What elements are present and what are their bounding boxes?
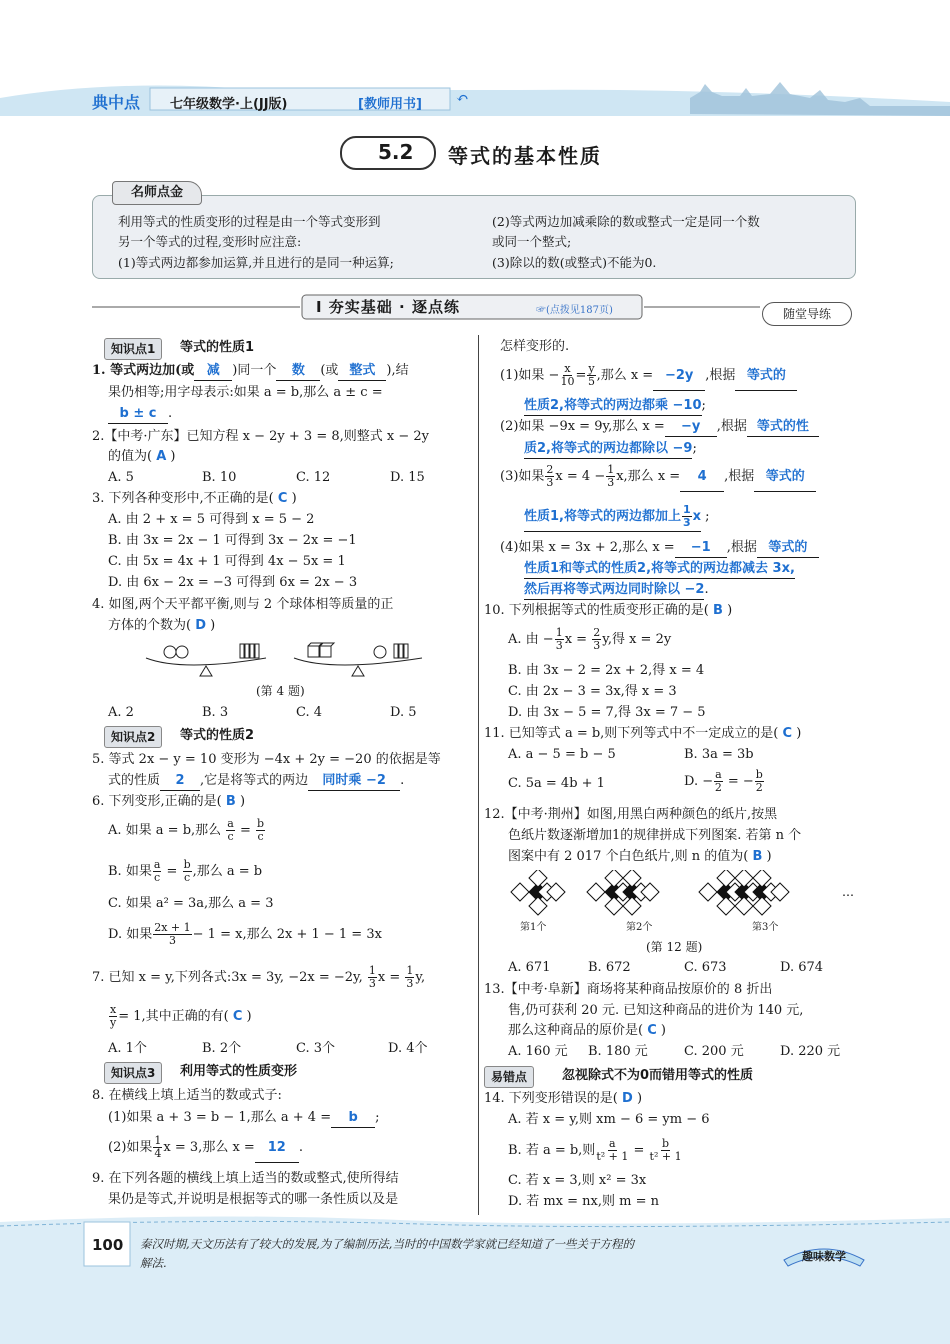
return-arrow-icon: ↶ <box>456 89 469 107</box>
header-band <box>0 78 950 116</box>
q3-opt-b: B. 由 3x = 2x − 1 可得到 3x − 2x = −1 <box>108 533 357 548</box>
q11-opt-a: A. a − 5 = b − 5 <box>508 747 616 762</box>
q12-label-2: 第2个 <box>626 922 653 933</box>
section-bar <box>92 294 854 320</box>
q9-part2-reason: 质2,将等式的两边都除以 −9; <box>524 440 697 459</box>
knowledge-point-3-tag: 知识点3 <box>104 1062 162 1084</box>
q1-line2: 果仍相等;用字母表示:如果 a = b,那么 a ± c = <box>108 385 383 400</box>
q12-opt-a: A. 671 <box>508 960 551 975</box>
q9-part2: (2)如果 −9x = 9y,那么 x = −y ,根据 等式的性 <box>500 418 819 437</box>
q7-line1: 7. 已知 x = y,下列各式:3x = 3y, −2x = −2y, $\frac{1}{3}$ x = $\frac{1}{3}$ y, <box>92 964 426 990</box>
q12-caption: (第 12 题) <box>646 940 703 954</box>
q4-line1: 4. 如图,两个天平都平衡,则与 2 个球体相等质量的正 <box>92 597 394 612</box>
q13-line2: 售,仍可获利 20 元. 已知这种商品的进价为 140 元, <box>508 1003 804 1018</box>
q12-line3: 图案中有 2 017 个白色纸片,则 n 的值为( B ) <box>508 849 772 864</box>
balance-figure <box>142 638 432 680</box>
q6-opt-a: A. 如果 a = b,那么 $\frac{a}{c}$ = $\frac{b}{c}$ <box>108 817 265 843</box>
q4-opt-c: C. 4 <box>296 705 323 720</box>
q12-label-3: 第3个 <box>752 922 779 933</box>
white-tile <box>529 870 547 887</box>
edition-label: [教师用书] <box>358 97 422 112</box>
q6-line1: 6. 下列变形,正确的是( B ) <box>92 794 246 809</box>
q9-line3: 怎样变形的. <box>500 339 570 354</box>
q9-part3: (3)如果 $\frac{2}{3}$ x = 4 − $\frac{1}{3}$ x,那么 x = 4 ,根据 等式的 <box>500 463 816 492</box>
q8-part1: (1)如果 a + 3 = b − 1,那么 a + 4 = b ; <box>108 1109 380 1128</box>
q2-opt-a: A. 5 <box>108 470 134 485</box>
white-tile <box>717 870 735 887</box>
white-tile <box>587 883 605 901</box>
q6-opt-b: B. 如果 $\frac{a}{c}$ = $\frac{b}{c}$ ,那么 a = b <box>108 858 263 884</box>
q12-pattern-figure <box>508 870 858 918</box>
q4-opt-a: A. 2 <box>108 705 134 720</box>
q10-opt-b: B. 由 3x − 2 = 2x + 2,得 x = 4 <box>508 663 705 678</box>
error-prone-title: 忽视除式不为0而错用等式的性质 <box>562 1068 754 1083</box>
q9-part1-reason: 性质2,将等式的两边都乘 −10; <box>524 397 706 416</box>
q13-opt-a: A. 160 元 <box>508 1044 568 1059</box>
page-title: 等式的基本性质 <box>448 144 602 168</box>
q11-line1: 11. 已知等式 a = b,则下列等式中不一定成立的是( C ) <box>484 726 802 741</box>
q10-opt-a: A. 由 − $\frac{1}{3}$ x = $\frac{2}{3}$ y,得 x = 2y <box>508 626 672 652</box>
q7-opt-c: C. 3个 <box>296 1041 336 1056</box>
section-number: 5.2 <box>378 140 414 164</box>
brand-logo: 典中点 <box>92 93 141 112</box>
q9-line1: 9. 在下列各题的横线上填上适当的数或整式,使所得结 <box>92 1171 399 1186</box>
knowledge-point-1-title: 等式的性质1 <box>180 340 255 355</box>
white-tile <box>623 870 641 887</box>
q12-opt-d: D. 674 <box>780 960 824 975</box>
tip-left-3: (1)等式两边都参加运算,并且进行的是同一种运算; <box>118 255 394 270</box>
q2-answer: A <box>156 449 167 464</box>
q3-opt-a: A. 由 2 + x = 5 可得到 x = 5 − 2 <box>108 512 315 527</box>
knowledge-point-2-title: 等式的性质2 <box>180 728 255 743</box>
q12-line2: 色纸片数逐渐增加1的规律拼成下列图案. 若第 n 个 <box>508 828 802 843</box>
q9-part4-reason2: 然后再将等式两边同时除以 −2. <box>524 581 709 600</box>
knowledge-point-2-tag: 知识点2 <box>104 726 162 748</box>
white-tile <box>529 897 547 915</box>
q3-opt-c: C. 由 5x = 4x + 1 可得到 4x − 5x = 1 <box>108 554 346 569</box>
q8-line1: 8. 在横线上填上适当的数或式子: <box>92 1088 282 1103</box>
q2-line1: 2.【中考·广东】已知方程 x − 2y + 3 = 8,则整式 x − 2y <box>92 429 429 444</box>
q13-opt-b: B. 180 元 <box>588 1044 648 1059</box>
tip-left-2: 另一个等式的过程,变形时应注意: <box>118 234 302 249</box>
white-tile <box>735 897 753 915</box>
q8-part2: (2)如果 $\frac{1}{4}$ x = 3,那么 x = 12 . <box>108 1134 303 1163</box>
q4-line2: 方体的个数为( D ) <box>108 618 216 633</box>
q7-line2: $\frac{x}{y}$ = 1,其中正确的有( C ) <box>110 1003 252 1029</box>
white-tile <box>605 897 623 915</box>
q4-caption: (第 4 题) <box>256 684 305 698</box>
q6-opt-d: D. 如果 $\frac{2x + 1}{3}$ − 1 = x,那么 2x + 1 − 1 = 3x <box>108 921 382 947</box>
q10-line1: 10. 下列根据等式的性质变形正确的是( B ) <box>484 603 733 618</box>
white-tile <box>717 897 735 915</box>
q11-opt-b: B. 3a = 3b <box>684 747 754 762</box>
q7-opt-d: D. 4个 <box>388 1041 428 1056</box>
white-tile <box>623 897 641 915</box>
q2-line2: 的值为( A ) <box>108 449 176 464</box>
q13-line3: 那么这种商品的原价是( C ) <box>508 1023 666 1038</box>
q14-opt-a: A. 若 x = y,则 xm − 6 = ym − 6 <box>508 1112 710 1127</box>
footer-band <box>0 1212 950 1344</box>
pointer-icon: ☞ <box>536 305 546 316</box>
white-tile <box>511 883 529 901</box>
q10-opt-c: C. 由 2x − 3 = 3x,得 x = 3 <box>508 684 677 699</box>
q10-opt-d: D. 由 3x − 5 = 7,得 3x = 7 − 5 <box>508 705 706 720</box>
white-tile <box>735 870 753 887</box>
q4-opt-d: D. 5 <box>390 705 417 720</box>
q11-opt-c: C. 5a = 4b + 1 <box>508 776 605 791</box>
q2-opt-c: C. 12 <box>296 470 331 485</box>
q14-opt-b: B. 若 a = b,则 $\frac{a}{\text{t² + 1}}$ = $\frac{b}{\text{t² + 1}}$ <box>508 1137 682 1163</box>
q12-opt-b: B. 672 <box>588 960 631 975</box>
fun-math-badge <box>780 1238 868 1268</box>
tip-left-1: 利用等式的性质变形的过程是由一个等式变形到 <box>118 214 381 229</box>
page-number: 100 <box>92 1236 124 1254</box>
section-reference: ☞(点拨见187页) <box>536 305 613 316</box>
q9-part1: (1)如果 − $\frac{x}{10}$ = $\frac{y}{5}$ ,那么 x = −2y ,根据 等式的 <box>500 362 797 391</box>
q13-line1: 13.【中考·阜新】商场将某种商品按原价的 8 折出 <box>484 982 773 997</box>
q14-opt-c: C. 若 x = 3,则 x² = 3x <box>508 1173 647 1188</box>
white-tile <box>605 870 623 887</box>
section-badge: 随堂导练 <box>762 302 852 326</box>
q5-line2: 式的性质 2 ,它是将等式的两边 同时乘 −2 . <box>108 772 404 791</box>
q12-label-1: 第1个 <box>520 922 547 933</box>
q12-line1: 12.【中考·荆州】如图,用黑白两种颜色的纸片,按黑 <box>484 807 778 822</box>
tip-right-3: (3)除以的数(或整式)不能为0. <box>492 255 657 270</box>
q3-opt-d: D. 由 6x − 2x = −3 可得到 6x = 2x − 3 <box>108 575 358 590</box>
q1-line3: b ± c . <box>108 405 172 424</box>
white-tile <box>753 870 771 887</box>
q14-line1: 14. 下列变形错误的是( D ) <box>484 1091 643 1106</box>
ellipsis-mark: … <box>842 885 854 899</box>
section-label: Ⅰ 夯实基础 · 逐点练 <box>316 298 460 316</box>
q9-part3-reason: 性质1,将等式的两边都加上 $\frac{1}{3}$ x ; <box>524 503 710 532</box>
tip-right-2: 或同一个整式; <box>492 234 572 249</box>
tips-tab: 名师点金 <box>112 181 202 205</box>
knowledge-point-3-title: 利用等式的性质变形 <box>180 1064 298 1079</box>
q6-opt-c: C. 如果 a² = 3a,那么 a = 3 <box>108 896 274 911</box>
tip-right-1: (2)等式两边加减乘除的数或整式一定是同一个数 <box>492 214 760 229</box>
q2-opt-b: B. 10 <box>202 470 237 485</box>
q5-line1: 5. 等式 2x − y = 10 变形为 −4x + 2y = −20 的依据是等 <box>92 752 441 767</box>
q1-line1: 1. 等式两边加(或 减 )同一个 数 (或 整式 ),结 <box>92 362 409 381</box>
q12-opt-c: C. 673 <box>684 960 727 975</box>
white-tile <box>753 897 771 915</box>
q11-opt-d: D. − $\frac{a}{2}$ = − $\frac{b}{2}$ <box>684 768 763 794</box>
q7-opt-a: A. 1个 <box>108 1041 147 1056</box>
q4-opt-b: B. 3 <box>202 705 229 720</box>
q3-line1: 3. 下列各种变形中,不正确的是( C ) <box>92 491 297 506</box>
footer-note-line1: 秦汉时期,天文历法有了较大的发展,为了编制历法,当时的中国数学家就已经知道了一些关于方程的 <box>140 1237 634 1251</box>
book-title: 七年级数学·上(JJ版) <box>170 97 288 112</box>
knowledge-point-1-tag: 知识点1 <box>104 338 162 360</box>
q2-opt-d: D. 15 <box>390 470 425 485</box>
q13-opt-d: D. 220 元 <box>780 1044 841 1059</box>
q14-opt-d: D. 若 mx = nx,则 m = n <box>508 1194 659 1209</box>
error-prone-tag: 易错点 <box>484 1066 534 1088</box>
column-divider <box>478 335 479 1215</box>
fun-math-badge-label: 趣味数学 <box>802 1250 846 1263</box>
white-tile <box>699 883 717 901</box>
q13-opt-c: C. 200 元 <box>684 1044 744 1059</box>
footer-note-line2: 解法. <box>140 1256 167 1270</box>
q7-opt-b: B. 2个 <box>202 1041 242 1056</box>
q9-part4-reason1: 性质1和等式的性质2,将等式的两边都减去 3x, <box>524 560 795 579</box>
q9-line2: 果仍是等式,并说明是根据等式的哪一条性质以及是 <box>108 1192 399 1207</box>
q9-part4: (4)如果 x = 3x + 2,那么 x = −1 ,根据 等式的 <box>500 539 819 558</box>
